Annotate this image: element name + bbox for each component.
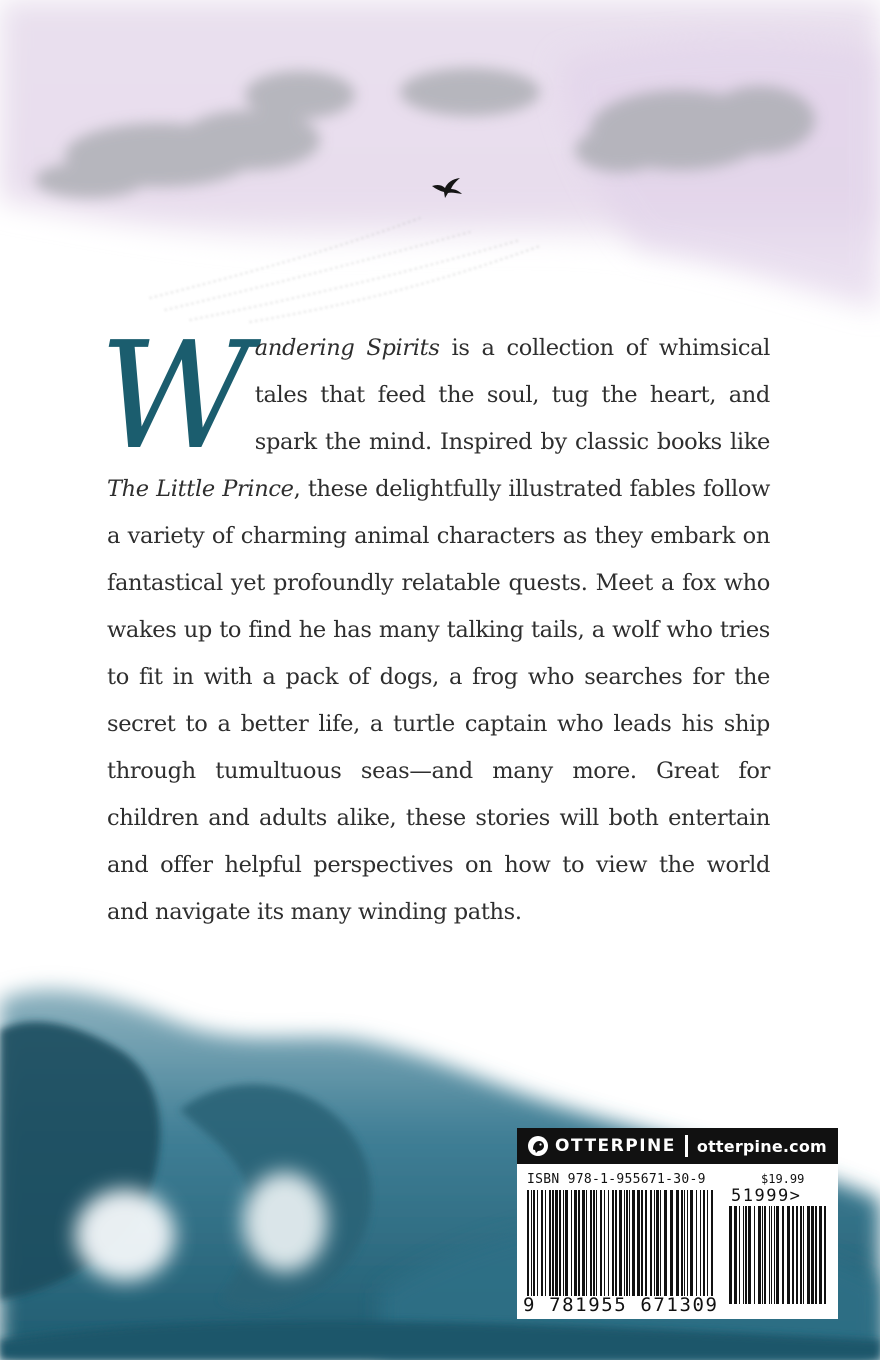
barcode-bar [590,1190,592,1296]
price-label: $19.99 [761,1172,805,1186]
price-barcode [729,1206,828,1304]
barcode-bar [800,1206,802,1304]
barcode-bar [703,1190,705,1296]
barcode-bar [758,1206,761,1304]
barcode-bar [811,1206,814,1304]
barcode-bar [559,1190,561,1296]
barcode-bar [650,1190,652,1296]
barcode-bar [748,1206,751,1304]
barcode-bar [707,1190,708,1296]
barcode-bar [541,1190,543,1296]
barcode-bar [803,1206,804,1304]
barcode-bar [729,1206,732,1304]
publisher-divider [685,1135,688,1157]
barcode-bar [796,1206,798,1304]
barcode-bar [600,1190,602,1296]
barcode-bar [596,1190,597,1296]
barcode-bar [819,1206,822,1304]
barcode-bar [549,1190,551,1296]
barcode-bar [787,1206,790,1304]
barcode-bar [632,1190,635,1296]
barcode-digits: 9 781955 671309 [523,1294,719,1316]
barcode-bar [687,1190,688,1296]
barcode-bar [739,1206,740,1304]
barcode-bar [608,1190,609,1296]
barcode-bar [645,1190,647,1296]
barcode-bar [792,1206,794,1304]
barcode-bar [574,1190,577,1296]
bird-silhouette-icon [430,176,464,200]
barcode-bar [660,1190,661,1296]
barcode-bar [565,1190,568,1296]
barcode-bar [586,1190,587,1296]
barcode-bar [571,1190,572,1296]
barcode-bar [637,1190,640,1296]
barcode-bar [656,1190,659,1296]
barcode-bar [629,1190,630,1296]
publisher-url: otterpine.com [696,1136,827,1156]
barcode-bar [578,1190,580,1296]
barcode-bar [664,1190,667,1296]
barcode-bar [537,1190,538,1296]
barcode-bar [782,1206,784,1304]
barcode-bar [684,1190,685,1296]
barcode-bar [533,1190,535,1296]
isbn-barcode-panel [517,1128,838,1319]
barcode-bar [531,1190,532,1296]
referenced-book-title: The Little Prince [107,476,294,502]
description-part-2: , these delightfully illustrated fables follow a variety of charming animal characters as they embark on fantastical yet profoundly relatable quests. Meet a fox who wakes up to find he has many talking tails, a wolf who tries to fit in with a pack of dogs, a frog who searches for the secret to a better life, a turtle captain who leads his ship through tumultuous seas—and many more. Great for children and adults alike, these stories will both entertain and offer helpful perspectives on how to view the world and navigate its many winding paths. [107,476,770,925]
book-description [99,310,770,936]
barcode-bar [745,1206,747,1304]
barcode-bar [690,1190,693,1296]
book-title-rest: andering Spirits [254,335,440,361]
barcode-bar [615,1190,617,1296]
barcode-bar [807,1206,810,1304]
barcode-bar [624,1190,625,1296]
barcode-bar [545,1190,546,1296]
barcode-bar [555,1190,558,1296]
barcode-bar [670,1190,673,1296]
price-code: 51999> [731,1186,802,1206]
barcode-bar [774,1206,775,1304]
barcode-bar [769,1206,770,1304]
barcode-bar [612,1190,614,1296]
barcode-bar [626,1190,628,1296]
barcode-bar [604,1190,605,1296]
barcode-bar [563,1190,564,1296]
barcode-bar [764,1206,766,1304]
barcode-bar [552,1190,554,1296]
description-part-1: is a collection of whimsical tales that feed the soul, tug the heart, and spark the mind. Inspired by classic books like [254,335,770,455]
barcode-bar [815,1206,817,1304]
barcode-bar [641,1190,643,1296]
barcode-bar [681,1190,683,1296]
barcode-bar [619,1190,622,1296]
publisher-bar [517,1128,838,1164]
barcode-bar [743,1206,744,1304]
barcode-bar [776,1206,779,1304]
barcode-bar [734,1206,737,1304]
barcode-bar [696,1190,697,1296]
barcode-bar [593,1190,595,1296]
barcode-bar [654,1190,655,1296]
drop-cap-letter: W [99,310,251,482]
barcode-bar [762,1206,763,1304]
barcode-bar [754,1206,755,1304]
otter-logo-icon [527,1135,549,1157]
barcode-bar [700,1190,701,1296]
barcode-bar [771,1206,772,1304]
isbn-barcode [527,1190,717,1296]
barcode-bar [527,1190,529,1296]
barcode-bar [676,1190,679,1296]
barcode-bar [711,1190,713,1296]
barcode-bar [824,1206,826,1304]
publisher-name: OTTERPINE [555,1136,676,1156]
isbn-label: ISBN 978-1-955671-30-9 [527,1172,706,1187]
barcode-bar [582,1190,585,1296]
